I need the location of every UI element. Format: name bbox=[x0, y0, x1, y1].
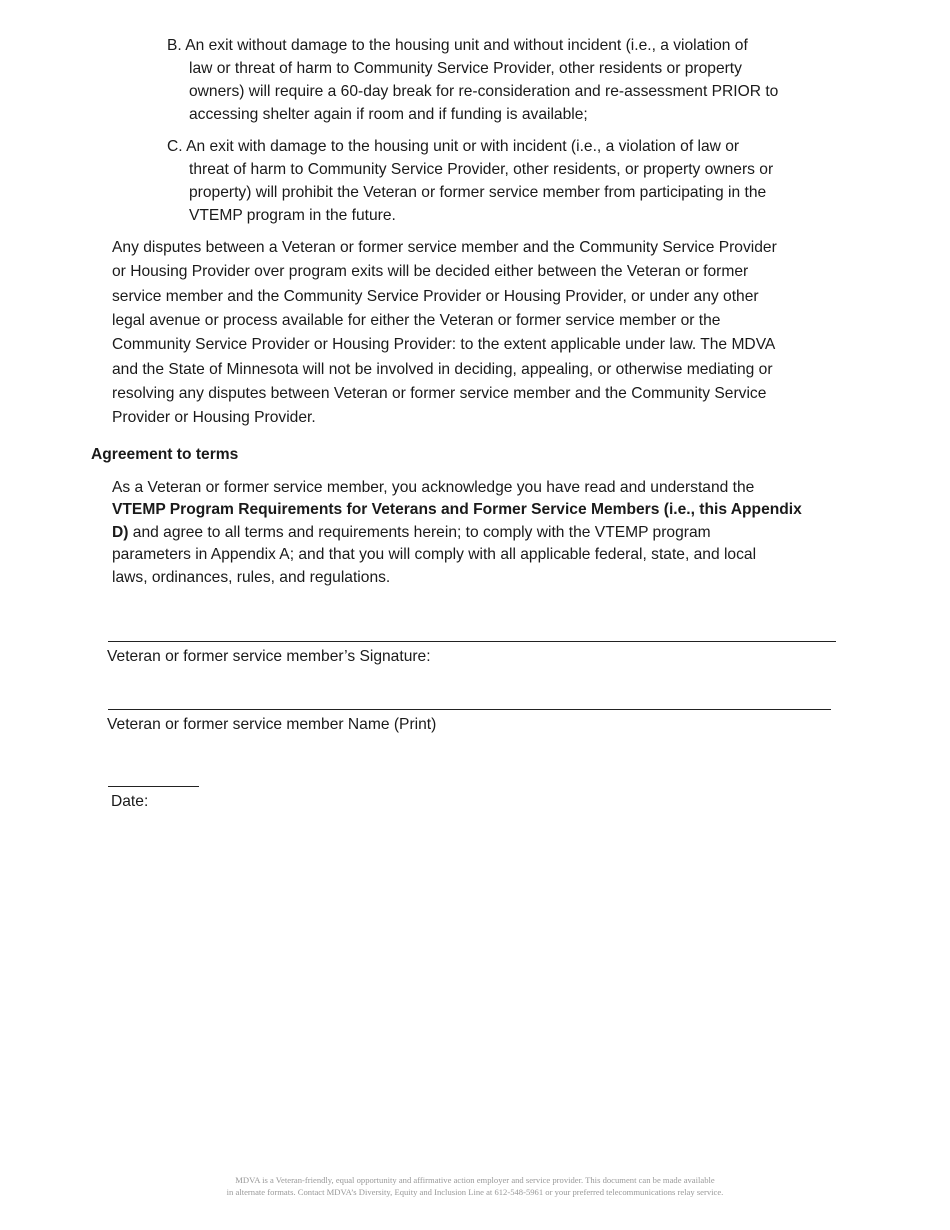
text-line: and the State of Minnesota will not be involved in deciding, appealing, or otherwise mediating or bbox=[112, 361, 773, 378]
text-line: or Housing Provider over program exits will be decided either between the Veteran or former bbox=[112, 263, 749, 280]
date-line[interactable] bbox=[108, 786, 199, 787]
text-line: threat of harm to Community Service Provider, other residents, or property owners or bbox=[189, 161, 774, 178]
section-heading: Agreement to terms bbox=[91, 446, 239, 463]
text-line bbox=[112, 524, 711, 542]
text-line: property) will prohibit the Veteran or former service member from participating in the bbox=[189, 184, 767, 201]
text-line: Provider or Housing Provider. bbox=[112, 409, 316, 426]
date-label: Date: bbox=[111, 793, 149, 810]
footer-line: in alternate formats. Contact MDVA’s Diversity, Equity and Inclusion Line at 612-548-5961 or your preferred telecommunications relay service. bbox=[226, 1187, 724, 1197]
text-line: B. An exit without damage to the housing unit and without incident (i.e., a violation of bbox=[167, 37, 748, 54]
text-line: As a Veteran or former service member, you acknowledge you have read and understand the bbox=[112, 479, 755, 496]
text-line: Any disputes between a Veteran or former service member and the Community Service Provider bbox=[112, 239, 777, 256]
text-line: VTEMP Program Requirements for Veterans and Former Service Members (i.e., this Appendix bbox=[112, 501, 802, 518]
name-label: Veteran or former service member Name (Print) bbox=[107, 716, 437, 733]
footer-line: MDVA is a Veteran-friendly, equal opportunity and affirmative action employer and service provider. This document can be made available bbox=[235, 1175, 715, 1185]
text-line: service member and the Community Service Provider or Housing Provider, or under any other bbox=[112, 288, 759, 305]
text-line: law or threat of harm to Community Service Provider, other residents or property bbox=[189, 60, 742, 77]
text-line: VTEMP program in the future. bbox=[189, 207, 396, 224]
text-line: resolving any disputes between Veteran or former service member and the Community Service bbox=[112, 385, 767, 402]
text-line: laws, ordinances, rules, and regulations. bbox=[112, 569, 391, 586]
text-line: owners) will require a 60-day break for re-consideration and re-assessment PRIOR to bbox=[189, 83, 779, 100]
name-line[interactable] bbox=[108, 709, 831, 710]
signature-label: Veteran or former service member’s Signature: bbox=[107, 648, 431, 665]
text-line: parameters in Appendix A; and that you will comply with all applicable federal, state, and local bbox=[112, 546, 757, 563]
text-line: C. An exit with damage to the housing unit or with incident (i.e., a violation of law or bbox=[167, 138, 740, 155]
text-line: legal avenue or process available for either the Veteran or former service member or the bbox=[112, 312, 721, 329]
text-line: Community Service Provider or Housing Provider: to the extent applicable under law. The MDVA bbox=[112, 336, 776, 353]
signature-line[interactable] bbox=[108, 641, 836, 642]
bold-text: D) bbox=[112, 524, 129, 541]
text: and agree to all terms and requirements herein; to comply with the VTEMP program bbox=[128, 524, 711, 541]
text-line: accessing shelter again if room and if funding is available; bbox=[189, 106, 588, 123]
